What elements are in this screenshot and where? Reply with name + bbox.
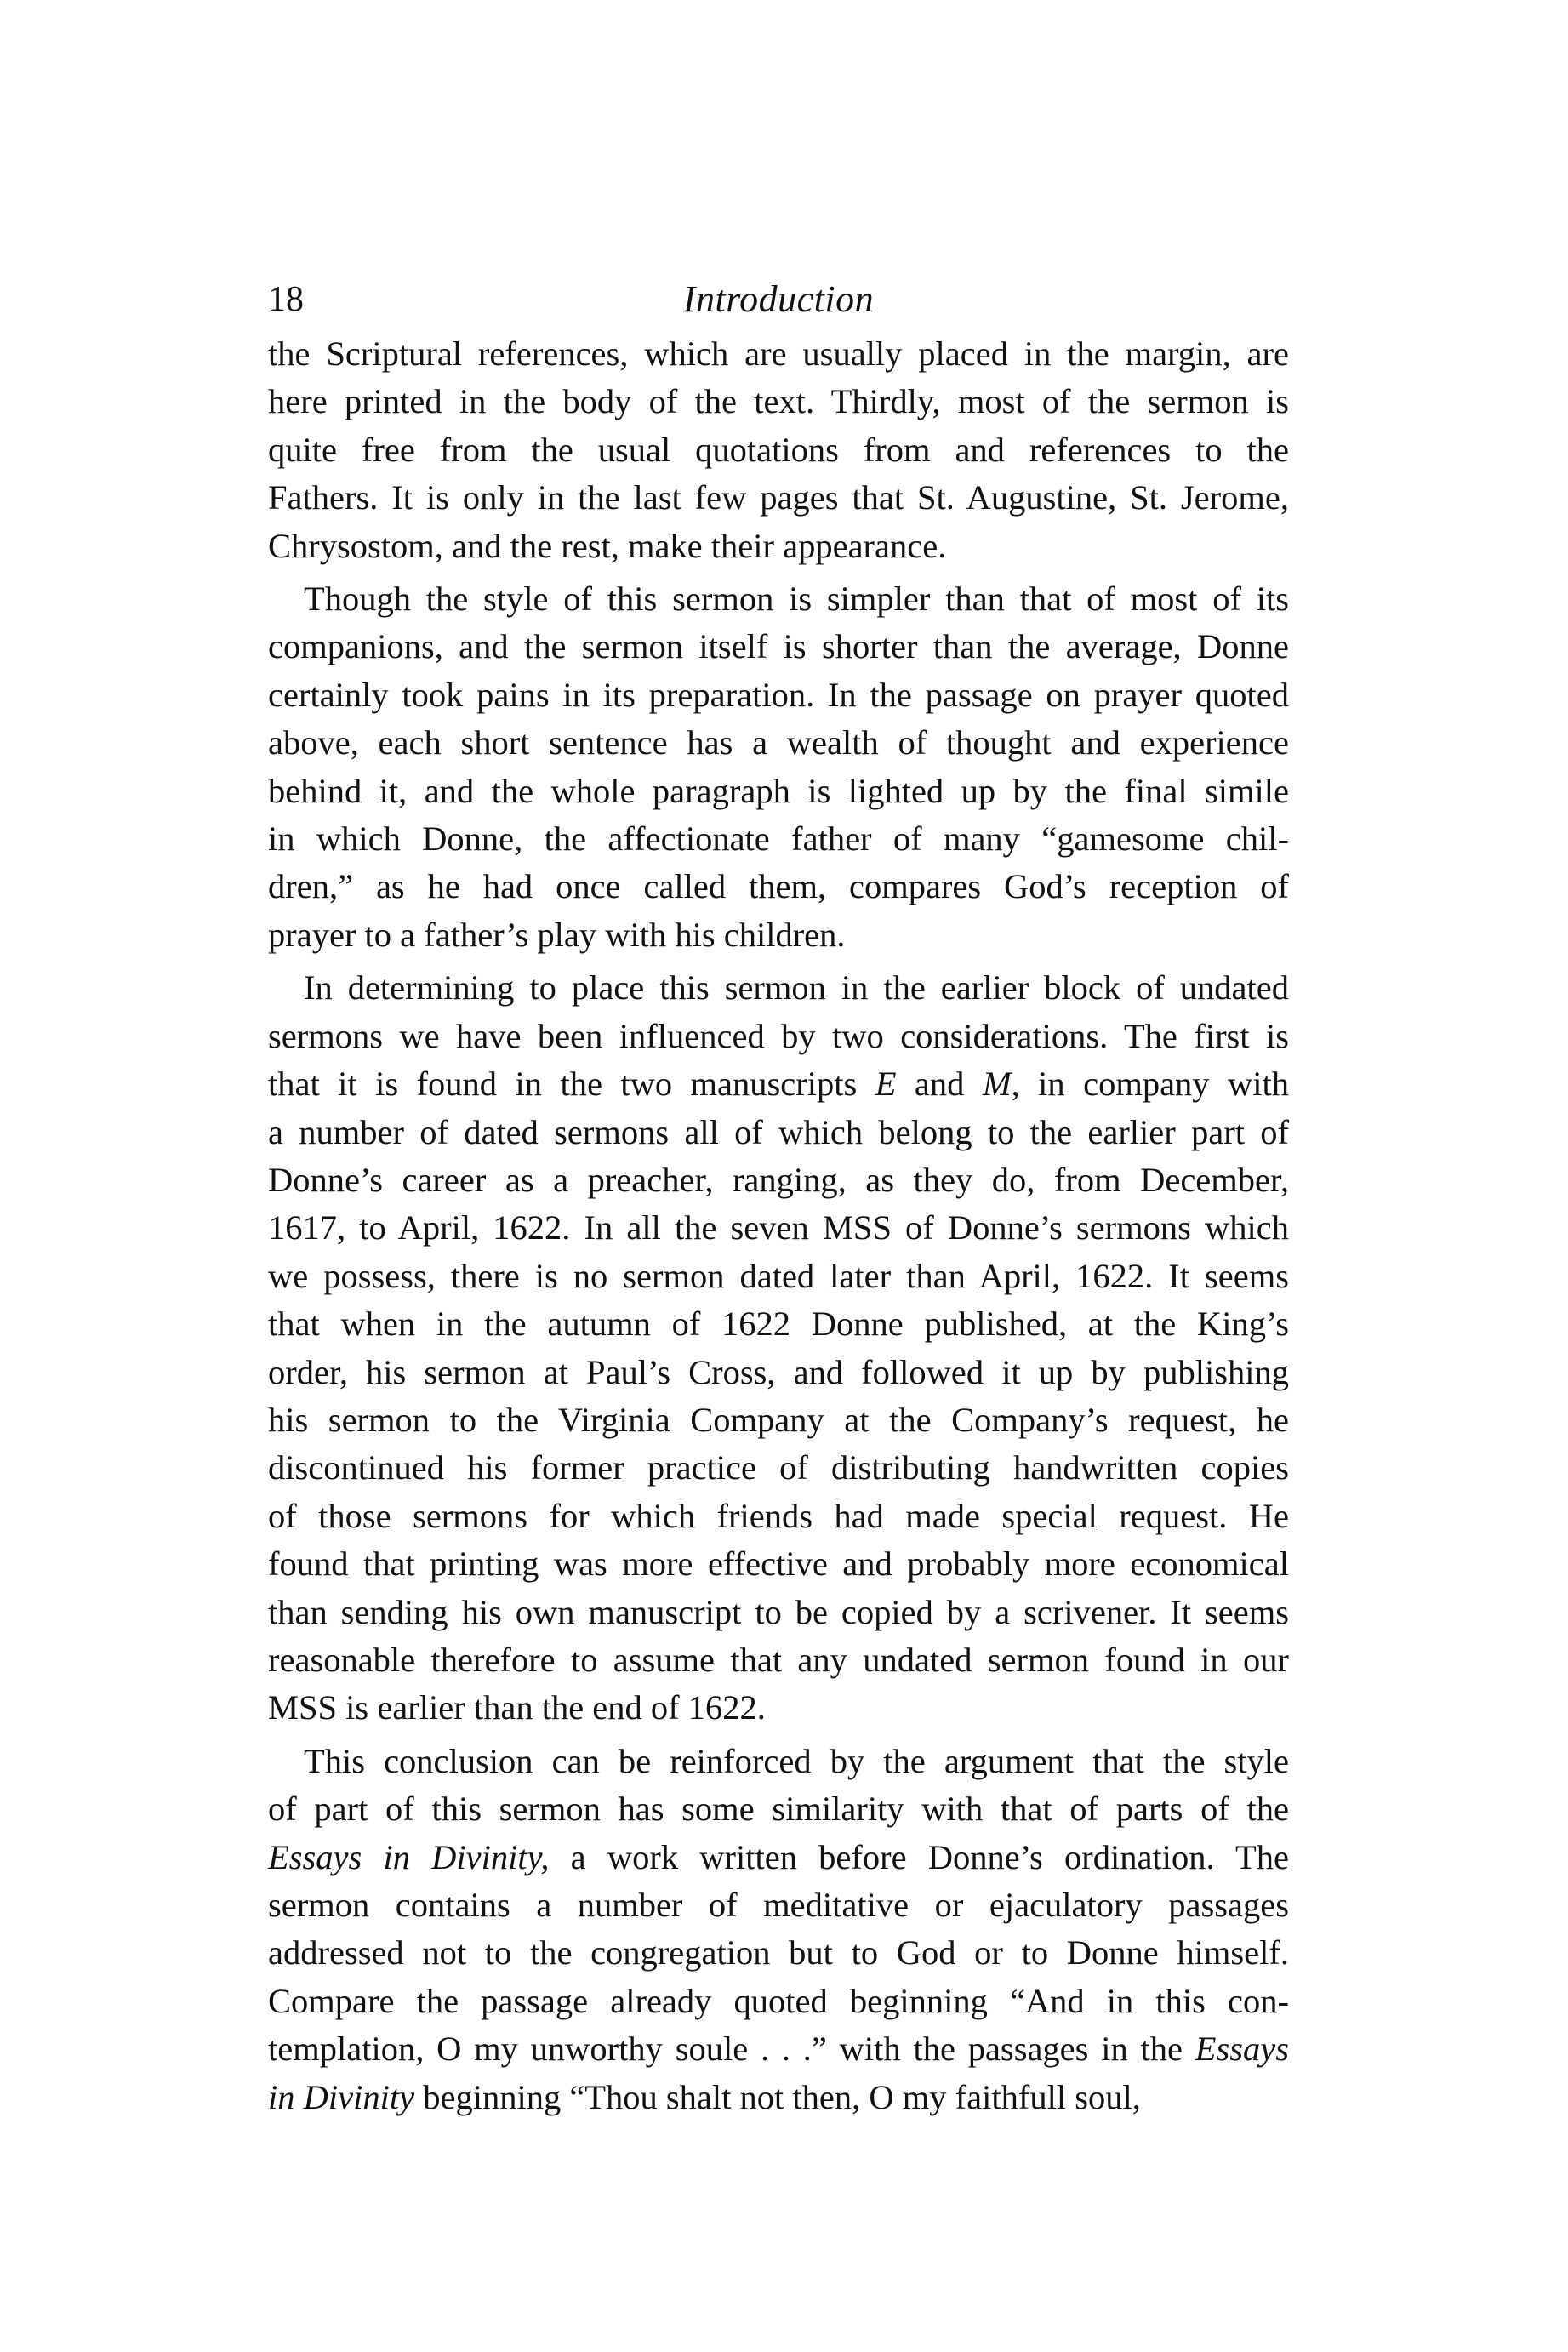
text-segment: found that printing was more effective and probably more economical bbox=[268, 1544, 1289, 1584]
text-segment: prayer to a father’s play with his children. bbox=[268, 915, 846, 954]
italic-text: E bbox=[875, 1065, 897, 1104]
text-segment: beginning “Thou shalt not then, O my faithfull soul, bbox=[414, 2077, 1141, 2116]
text-line bbox=[268, 426, 1289, 474]
paragraph bbox=[268, 964, 1289, 1733]
text-segment: In determining to place this sermon in the earlier block of undated bbox=[304, 968, 1289, 1008]
text-segment: discontinued his former practice of distributing handwritten copies bbox=[268, 1448, 1289, 1487]
text-segment: dren,” as he had once called them, compares God’s reception of bbox=[268, 867, 1289, 906]
text-line bbox=[268, 1109, 1289, 1156]
body-text bbox=[268, 330, 1289, 2121]
text-line bbox=[268, 1253, 1289, 1300]
paragraph bbox=[268, 330, 1289, 570]
text-line bbox=[268, 2025, 1289, 2073]
text-line bbox=[268, 1589, 1289, 1636]
text-line bbox=[268, 1349, 1289, 1396]
text-line bbox=[268, 671, 1289, 719]
page-number: 18 bbox=[268, 280, 304, 319]
text-segment: Chrysostom, and the rest, make their appearance. bbox=[268, 526, 947, 565]
italic-text: Essays bbox=[1195, 2029, 1289, 2069]
text-segment: of part of this sermon has some similarity with that of parts of the bbox=[268, 1790, 1289, 1829]
text-segment: behind it, and the whole paragraph is lighted up by the final simile bbox=[268, 771, 1289, 810]
text-segment: Though the style of this sermon is simpler than that of most of its bbox=[304, 579, 1289, 619]
text-line bbox=[268, 1493, 1289, 1540]
text-line bbox=[268, 768, 1289, 815]
text-line bbox=[268, 1636, 1289, 1684]
text-line bbox=[268, 1738, 1289, 1785]
text-line bbox=[268, 1785, 1289, 1833]
italic-text: Essays in Divinity, bbox=[268, 1837, 550, 1876]
text-segment: reasonable therefore to assume that any undated sermon found in our bbox=[268, 1640, 1289, 1679]
text-line bbox=[268, 1929, 1289, 1977]
text-segment: here printed in the body of the text. Thirdly, most of the sermon is bbox=[268, 382, 1289, 421]
text-line bbox=[268, 1204, 1289, 1252]
text-segment: that when in the autumn of 1622 Donne published, at the King’s bbox=[268, 1304, 1289, 1344]
text-segment: Compare the passage already quoted beginning “And in this con- bbox=[268, 1981, 1289, 2020]
text-line bbox=[268, 1300, 1289, 1348]
text-segment: in which Donne, the affectionate father of many “gamesome chil- bbox=[268, 819, 1289, 859]
text-segment: addressed not to the congregation but to God or to Donne himself. bbox=[268, 1933, 1289, 1972]
text-segment: that it is found in the two manuscripts bbox=[268, 1065, 875, 1104]
text-segment: the Scriptural references, which are usually placed in the margin, are bbox=[268, 334, 1289, 373]
text-segment: quite free from the usual quotations from and references to the bbox=[268, 430, 1289, 469]
text-segment: than sending his own manuscript to be copied by a scrivener. It seems bbox=[268, 1592, 1289, 1631]
text-line bbox=[268, 1013, 1289, 1060]
text-line bbox=[268, 623, 1289, 671]
text-segment: certainly took pains in its preparation. In the passage on prayer quoted bbox=[268, 675, 1289, 714]
text-segment: above, each short sentence has a wealth of thought and experience bbox=[268, 723, 1289, 762]
text-segment: a work written before Donne’s ordination. The bbox=[549, 1837, 1289, 1876]
text-line bbox=[268, 1156, 1289, 1204]
text-segment: MSS is earlier than the end of 1622. bbox=[268, 1688, 766, 1727]
running-header bbox=[268, 272, 1289, 323]
text-segment: sermons we have been influenced by two considerations. The first is bbox=[268, 1016, 1289, 1055]
text-line bbox=[268, 719, 1289, 767]
text-segment: order, his sermon at Paul’s Cross, and followed it up by publishing bbox=[268, 1352, 1289, 1391]
text-segment: we possess, there is no sermon dated later than April, 1622. It seems bbox=[268, 1256, 1289, 1295]
text-line bbox=[268, 1444, 1289, 1492]
text-segment: a number of dated sermons all of which belong to the earlier part of bbox=[268, 1112, 1289, 1151]
paragraph bbox=[268, 575, 1289, 959]
text-segment: This conclusion can be reinforced by the argument that the style bbox=[304, 1741, 1289, 1780]
text-segment: Fathers. It is only in the last few pages that St. Augustine, St. Jerome, bbox=[268, 478, 1289, 517]
text-line bbox=[268, 1540, 1289, 1588]
text-segment: 1617, to April, 1622. In all the seven MSS of Donne’s sermons which bbox=[268, 1208, 1289, 1247]
text-segment: sermon contains a number of meditative or ejaculatory passages bbox=[268, 1886, 1289, 1924]
italic-text: M bbox=[982, 1065, 1012, 1104]
text-line bbox=[268, 1396, 1289, 1444]
text-line bbox=[268, 522, 1289, 570]
text-segment: Donne’s career as a preacher, ranging, as they do, from December, bbox=[268, 1160, 1289, 1199]
text-segment: companions, and the sermon itself is shorter than the average, Donne bbox=[268, 627, 1289, 666]
text-segment: of those sermons for which friends had made special request. He bbox=[268, 1496, 1289, 1535]
text-line bbox=[268, 474, 1289, 522]
text-line bbox=[268, 964, 1289, 1012]
text-line bbox=[268, 1684, 1289, 1732]
text-line bbox=[268, 815, 1289, 863]
text-line bbox=[268, 1881, 1289, 1929]
text-line bbox=[268, 378, 1289, 425]
paragraph bbox=[268, 1738, 1289, 2121]
text-segment: and bbox=[896, 1065, 983, 1104]
text-line bbox=[268, 330, 1289, 378]
text-line bbox=[268, 911, 1289, 959]
text-line bbox=[268, 863, 1289, 911]
text-segment: templation, O my unworthy soule . . .” with the passages in the bbox=[268, 2029, 1195, 2069]
italic-text: in Divinity bbox=[268, 2077, 415, 2116]
text-line bbox=[268, 575, 1289, 623]
text-line bbox=[268, 2074, 1289, 2121]
text-line bbox=[268, 1060, 1289, 1108]
text-segment: , in company with bbox=[1011, 1065, 1289, 1104]
running-title: Introduction bbox=[682, 278, 875, 320]
text-segment: his sermon to the Virginia Company at the Company’s request, he bbox=[268, 1400, 1289, 1439]
text-line bbox=[268, 1978, 1289, 2025]
page-content bbox=[268, 272, 1289, 2121]
text-line bbox=[268, 1834, 1289, 1881]
